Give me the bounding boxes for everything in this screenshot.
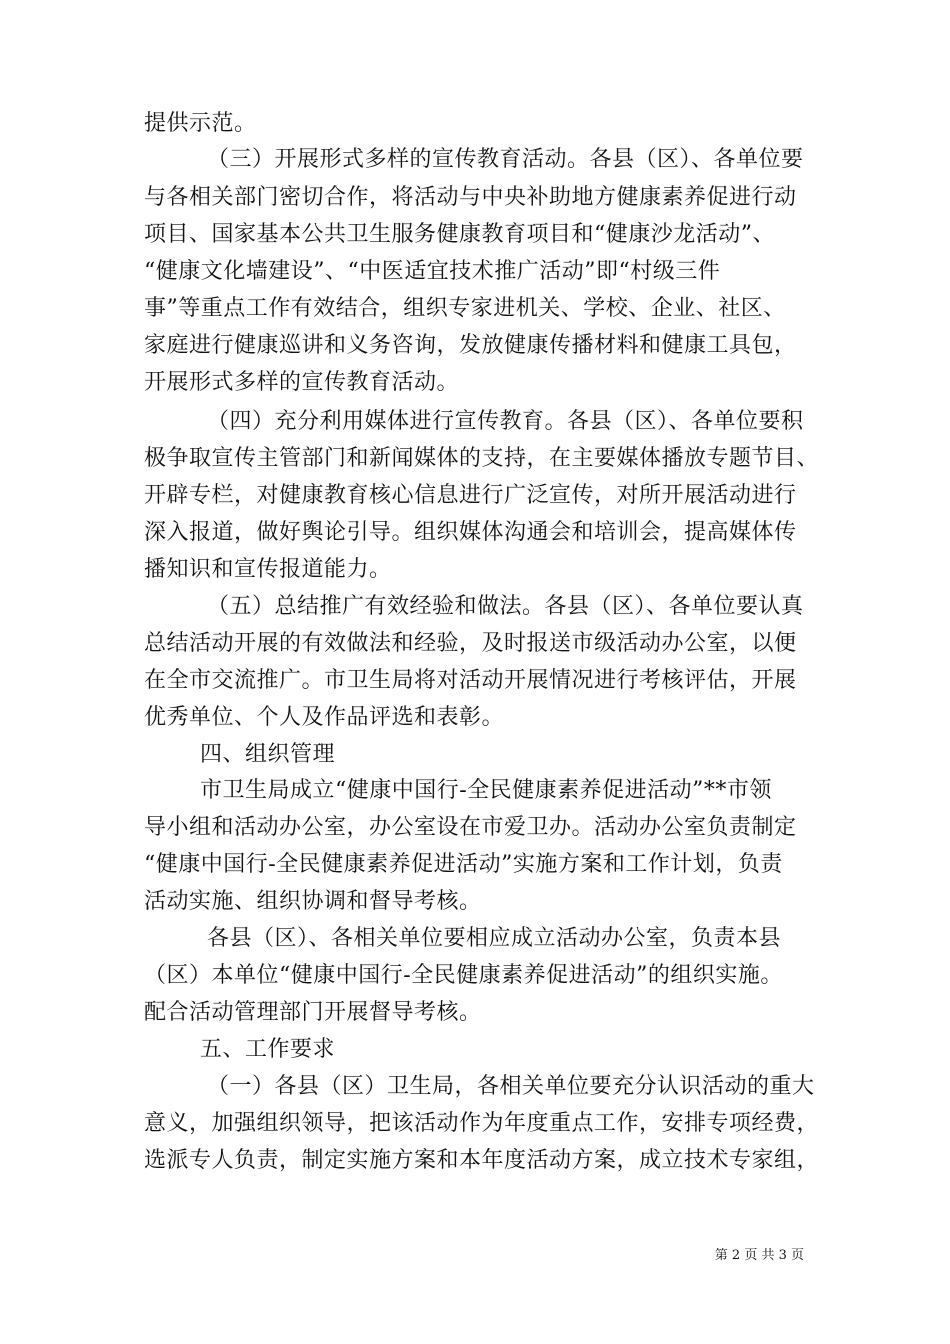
text-line: 极争取宣传主管部门和新闻媒体的支持，在主要媒体播放专题节目、 xyxy=(144,446,820,471)
text-line: 市卫生局成立“健康中国行-全民健康素养促进活动”**市领 xyxy=(200,778,772,803)
text-line: 五、工作要求 xyxy=(200,1037,336,1062)
text-line: 播知识和宣传报道能力。 xyxy=(144,557,392,582)
text-line: （五）总结推广有效经验和做法。各县（区）、各单位要认真 xyxy=(207,594,804,619)
text-line: 配合活动管理部门开展督导考核。 xyxy=(144,1000,482,1025)
text-line: （三）开展形式多样的宣传教育活动。各县（区）、各单位要 xyxy=(207,147,804,172)
page-number: 第 2 页 共 3 页 xyxy=(714,1248,804,1263)
text-line: （一）各县（区）卫生局，各相关单位要充分认识活动的重大 xyxy=(207,1074,815,1099)
text-line: 开展形式多样的宣传教育活动。 xyxy=(144,370,460,395)
text-line: 导小组和活动办公室，办公室设在市爱卫办。活动办公室负责制定 xyxy=(144,815,797,840)
text-line: 优秀单位、个人及作品评选和表彰。 xyxy=(144,705,505,730)
text-line: 选派专人负责，制定实施方案和本年度活动方案，成立技术专家组， xyxy=(144,1148,820,1173)
text-line: 在全市交流推广。市卫生局将对活动开展情况进行考核评估，开展 xyxy=(144,668,797,693)
text-line: 开辟专栏，对健康教育核心信息进行广泛宣传，对所开展活动进行 xyxy=(144,483,797,508)
text-line: 活动实施、组织协调和督导考核。 xyxy=(144,889,482,914)
text-line: （四）充分利用媒体进行宣传教育。各县（区）、各单位要积 xyxy=(207,409,804,434)
text-line: 家庭进行健康巡讲和义务咨询，发放健康传播材料和健康工具包， xyxy=(144,333,797,358)
text-line: 总结活动开展的有效做法和经验，及时报送市级活动办公室，以便 xyxy=(144,631,797,656)
text-line: “健康中国行-全民健康素养促进活动”实施方案和工作计划，负责 xyxy=(144,852,783,877)
text-line: 深入报道，做好舆论引导。组织媒体沟通会和培训会，提高媒体传 xyxy=(144,520,797,545)
text-line: 提供示范。 xyxy=(144,111,257,136)
text-line: 事”等重点工作有效结合，组织专家进机关、学校、企业、社区、 xyxy=(144,296,786,321)
text-line: 四、组织管理 xyxy=(200,742,336,767)
text-line: 与各相关部门密切合作，将活动与中央补助地方健康素养促进行动 xyxy=(144,185,797,210)
text-line: 各县（区）、各相关单位要相应成立活动办公室，负责本县 xyxy=(207,926,782,951)
text-line: （区）本单位“健康中国行-全民健康素养促进活动”的组织实施。 xyxy=(144,963,783,988)
text-line: 意义，加强组织领导，把该活动作为年度重点工作，安排专项经费， xyxy=(144,1111,820,1136)
text-line: “健康文化墙建设”、“中医适宜技术推广活动”即“村级三件 xyxy=(144,259,721,284)
text-line: 项目、国家基本公共卫生服务健康教育项目和“健康沙龙活动”、 xyxy=(144,222,775,247)
